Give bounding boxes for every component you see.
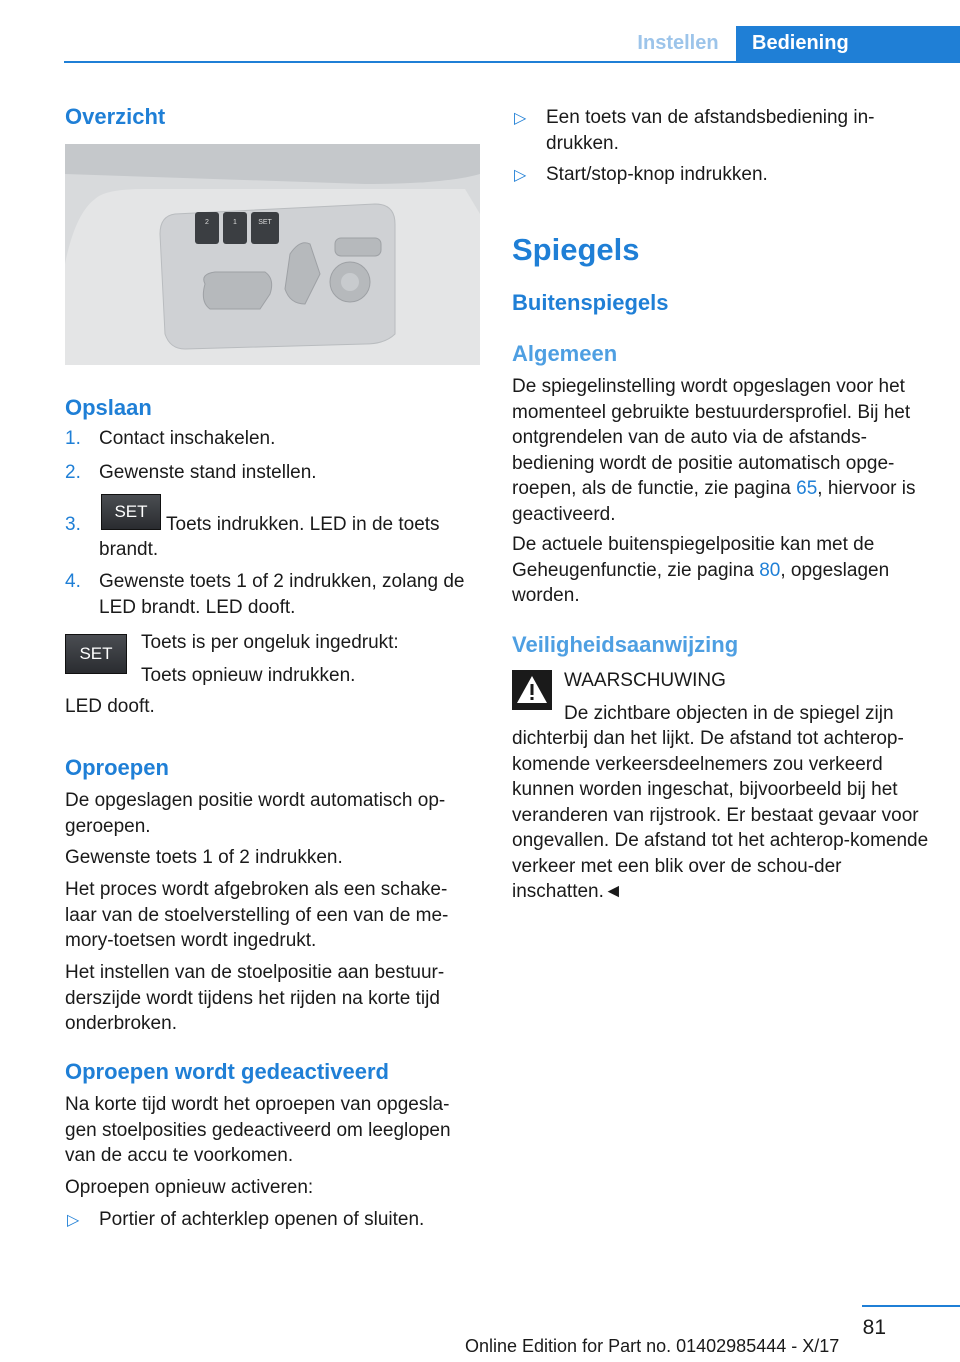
gedeactiveerd-p1: Na korte tijd wordt het oproepen van opgesla-gen stoelposities gedeactiveerd om leeglopen van de accu te voorkomen. (65, 1094, 451, 1166)
oproepen-p2: Gewenste toets 1 of 2 indrukken. (65, 847, 343, 868)
heading-oproepen: Oproepen (65, 755, 169, 780)
triangle-right-icon: ▷ (67, 1212, 80, 1229)
heading-algemeen: Algemeen (512, 341, 618, 366)
footer-rule (862, 1305, 960, 1307)
svg-text:SET: SET (258, 219, 272, 226)
led-dooft: LED dooft. (65, 696, 155, 717)
warning-line1: De zichtbare objecten in de spiegel zijn (564, 703, 894, 724)
gedeactiveerd-bullet1: Portier of achterklep openen of sluiten. (99, 1209, 425, 1230)
algemeen-p2: De actuele buitenspiegelpositie kan met de Geheugenfunctie, zie pagina 80, opgeslagen worden. (512, 534, 890, 606)
heading-buitenspiegels: Buitenspiegels (512, 290, 669, 315)
step-4: Gewenste toets 1 of 2 indrukken, zolang de LED brandt. LED dooft. (99, 571, 465, 618)
page-link-80[interactable]: 80 (759, 559, 781, 581)
step-3-text (166, 512, 476, 538)
edition-footer: Online Edition for Part no. 01402985444 - X/17 (465, 1336, 840, 1356)
note-line2: Toets opnieuw indrukken. (141, 665, 356, 686)
step-3-line2: brandt. (99, 539, 159, 560)
heading-veiligheidsaanwijzing: Veiligheidsaanwijzing (512, 632, 739, 657)
heading-overzicht: Overzicht (65, 104, 166, 129)
warning-text: dichterbij dan het lijkt. De afstand tot achterop-komende verkeersdeelnemers zou verkeerd kunnen worden ingeschat, bijvoorbeeld bij het veranderen van rijstrook. Er bestaat gevaar voor ongevallen. De afstand tot het achterop-komende verkeer met een blik over de schou-der inschatten.◄ (512, 728, 929, 902)
heading-opslaan: Opslaan (65, 395, 152, 420)
triangle-right-icon: ▷ (514, 110, 527, 127)
oproepen-p1: De opgeslagen positie wordt automatisch op-geroepen. (65, 790, 446, 837)
header-rule (64, 61, 960, 63)
set-button-icon: SET (65, 634, 127, 674)
note-line1: Toets is per ongeluk ingedrukt: (141, 632, 399, 653)
right-bullet2: Start/stop-knop indrukken. (546, 164, 768, 185)
tab-instellen[interactable]: Instellen (620, 26, 736, 61)
page-number: 81 (862, 1316, 886, 1339)
set-button-icon: SET (101, 494, 161, 530)
step-number: 4. (65, 571, 81, 592)
svg-text:1: 1 (233, 219, 237, 226)
page-link-65[interactable]: 65 (796, 478, 818, 499)
step-number: 2. (65, 462, 81, 483)
step-number: 1. (65, 428, 81, 449)
heading-spiegels: Spiegels (512, 232, 640, 267)
step-3-line1: Toets indrukken. LED in de toets (166, 514, 440, 535)
oproepen-p4: Het instellen van de stoelpositie aan bestuur-derszijde wordt tijdens het rijden na korte tijd onderbroken. (65, 962, 445, 1034)
tab-bediening[interactable]: Bediening (736, 26, 960, 61)
seat-controls-photo (65, 144, 480, 365)
svg-text:2: 2 (205, 219, 209, 226)
step-2: Gewenste stand instellen. (99, 462, 317, 483)
triangle-right-icon: ▷ (514, 167, 527, 184)
oproepen-p3: Het proces wordt afgebroken als een schake-laar van de stoelverstelling of een van de me-mory-toetsen wordt ingedrukt. (65, 879, 449, 951)
step-1: Contact inschakelen. (99, 428, 276, 449)
step-number: 3. (65, 514, 81, 535)
warning-triangle-icon (512, 670, 552, 710)
heading-oproepen-gedeactiveerd: Oproepen wordt gedeactiveerd (65, 1059, 389, 1084)
algemeen-p1: De spiegelinstelling wordt opgeslagen voor het momenteel gebruikte bestuurdersprofiel. Bij het ontgrendelen van de auto via de afstands-bediening wordt de positie automatisch opge-roepen, als de functie, zie pagina 65, hiervoor is geactiveerd. (512, 376, 916, 525)
warning-label: WAARSCHUWING (564, 670, 726, 691)
right-bullet1: Een toets van de afstandsbediening in-drukken. (546, 107, 875, 154)
gedeactiveerd-p2: Oproepen opnieuw activeren: (65, 1177, 314, 1198)
